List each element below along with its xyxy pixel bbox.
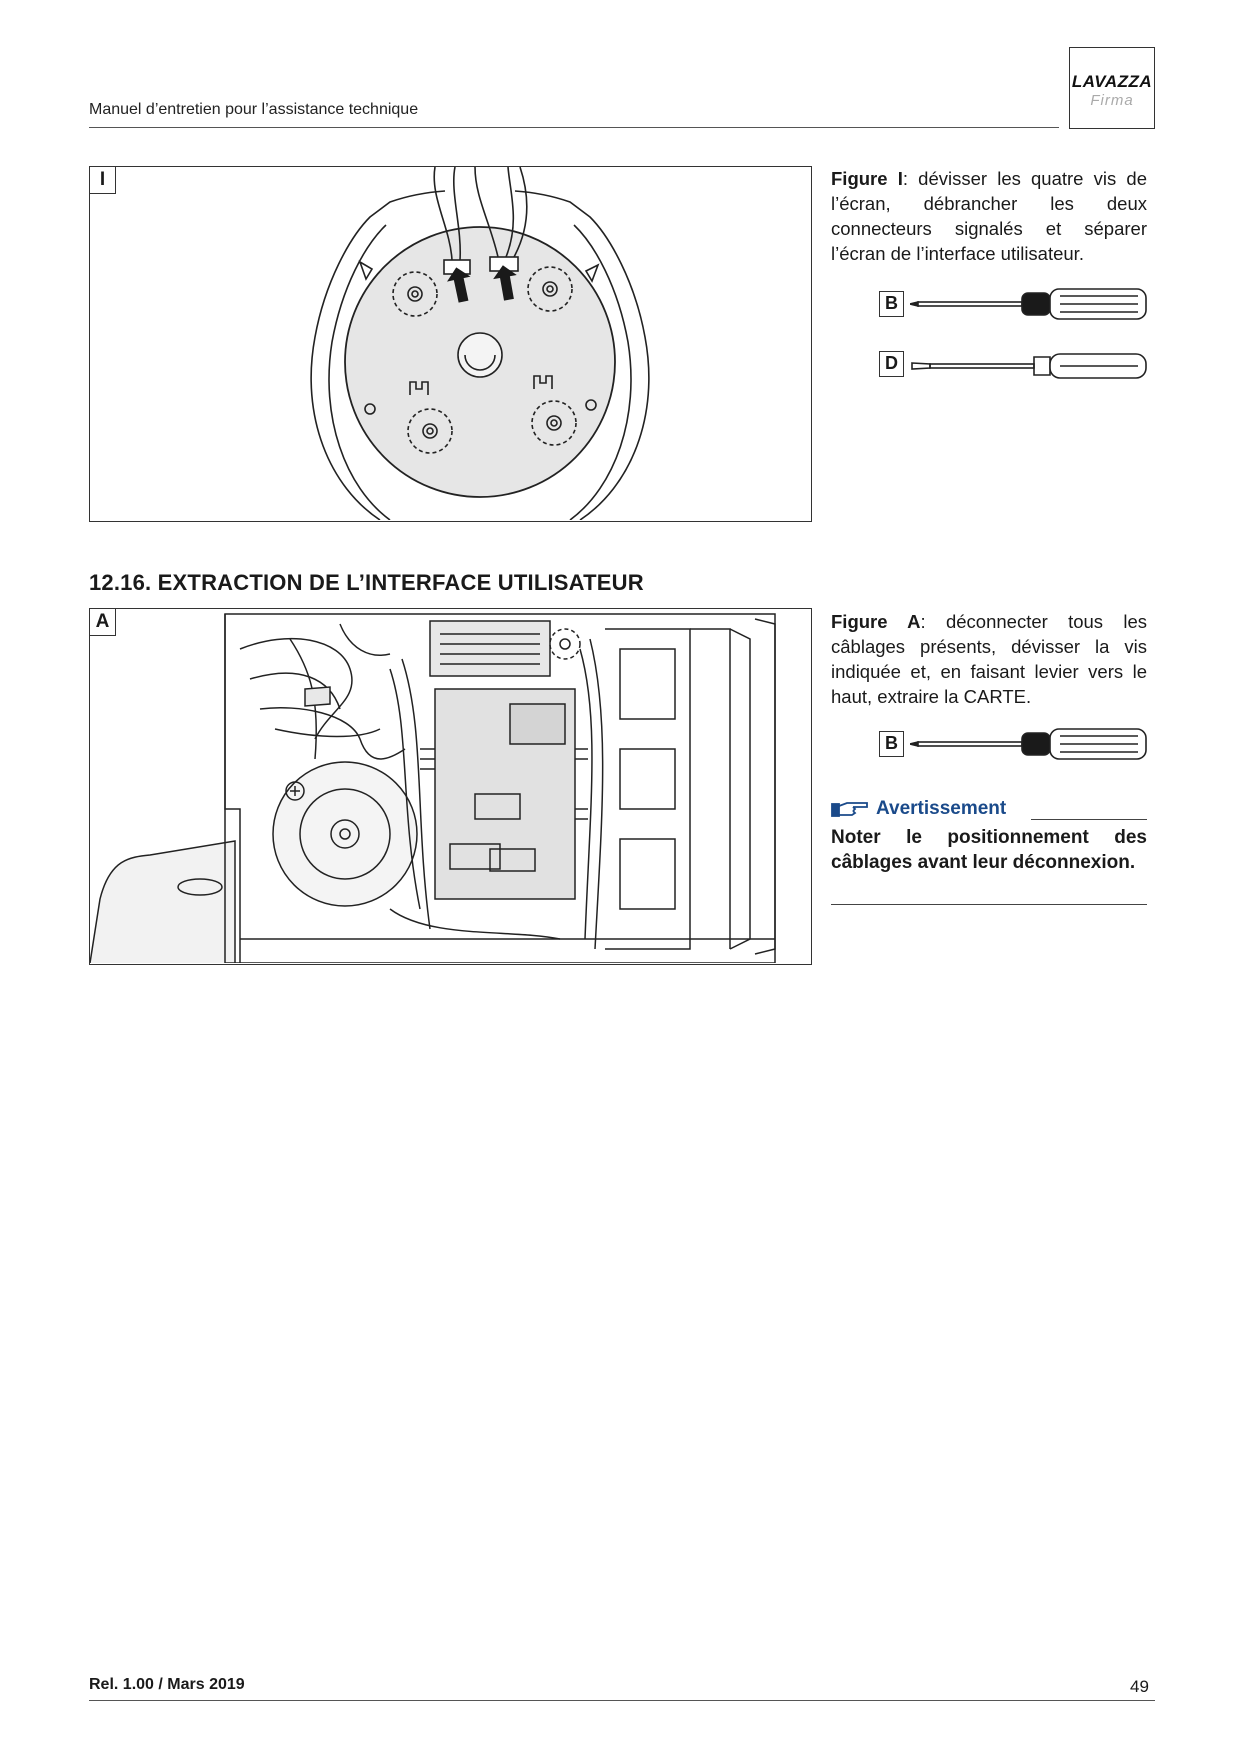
header-divider <box>89 127 1059 128</box>
lavazza-logo <box>1069 47 1155 129</box>
figure-a-tag: A <box>90 609 116 636</box>
tool-d-tag: D <box>879 351 904 377</box>
page-number: 49 <box>1130 1677 1149 1696</box>
pointing-hand-icon <box>831 799 869 819</box>
machine-interior-illustration <box>90 609 810 963</box>
logo-wordmark: LAVAZZA <box>1071 72 1153 91</box>
tool-b-tag-figure-a: B <box>879 731 904 757</box>
warning-text: Noter le positionnement des câblages avant leur déconnexion. <box>831 827 1147 873</box>
logo-subtext: Firma <box>1090 92 1134 109</box>
warning-header <box>831 797 1147 823</box>
tool-b-tag: B <box>879 291 904 317</box>
warning-title: Avertissement <box>876 798 1007 819</box>
phillips-screwdriver-icon <box>910 287 1150 323</box>
warning-bottom-rule <box>831 904 1147 905</box>
phillips-screwdriver-icon <box>910 727 1150 763</box>
figure-a-frame <box>89 608 812 965</box>
figure-a-caption-label: Figure A <box>831 611 921 632</box>
flat-screwdriver-icon <box>910 351 1150 381</box>
figure-i-caption <box>831 166 1147 266</box>
figure-i-tag: I <box>90 167 116 194</box>
warning-title-rule <box>1031 819 1147 820</box>
footer-divider <box>89 1700 1155 1701</box>
footer-release: Rel. 1.00 / Mars 2019 <box>89 1676 245 1693</box>
figure-a-caption <box>831 609 1147 709</box>
display-unscrew-illustration <box>90 167 810 520</box>
figure-i-caption-text: : dévisser les quatre vis de l’écran, débrancher les deux connecteurs signalés et séparer l’écran de l’interface utilisateur. <box>831 168 1147 264</box>
section-heading: 12.16. EXTRACTION DE L’INTERFACE UTILISATEUR <box>89 570 644 595</box>
figure-a-caption-text: : déconnecter tous les câblages présents, dévisser la vis indiquée et, en faisant levier vers le haut, extraire la CARTE. <box>831 611 1148 707</box>
figure-i-caption-label: Figure I <box>831 168 903 189</box>
header-title: Manuel d’entretien pour l’assistance technique <box>89 101 419 118</box>
figure-i-frame <box>89 166 812 522</box>
